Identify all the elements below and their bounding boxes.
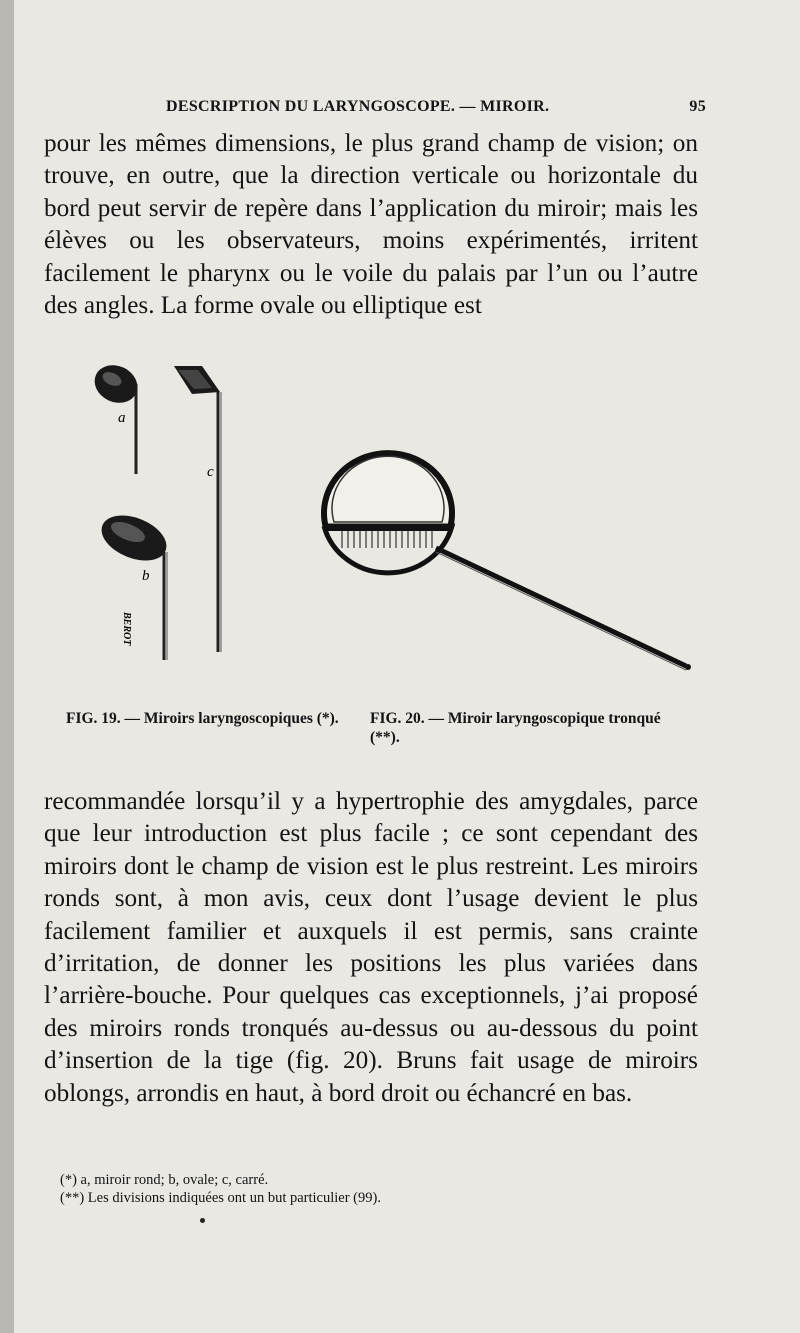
- label-a: a: [118, 410, 126, 426]
- running-header: [166, 98, 706, 116]
- truncated-mirror-illustration: [324, 453, 691, 670]
- label-c: c: [207, 464, 214, 480]
- paragraph-bottom: recommandée lorsqu’il y a hypertrophie des amygdales, parce que leur introduction est plus facile ; ce sont cependant des miroirs dont le champ de vision est le plus restreint. Les miroirs ronds sont, à mon avis, ceux dont l’usage devient le plus facilement familier et auxquels il est permis, sans crainte d’irritation, de donner les positions les plus variées dans l’arrière-bouche. Pour quelques cas exceptionnels, j’ai proposé des miroirs ronds tronqués au-dessus ou au-dessous du point d’insertion de la tige (fig. 20). Bruns fait usage de miroirs oblongs, arrondis en haut, à bord droit ou échancré en bas.: [44, 788, 698, 1107]
- header-title: DESCRIPTION DU LARYNGOSCOPE. — MIROIR.: [166, 98, 550, 115]
- maker-stamp: BEROT: [121, 612, 132, 646]
- ink-dot: [200, 1218, 205, 1223]
- figure-illustrations: [74, 352, 714, 692]
- label-b: b: [142, 568, 150, 584]
- book-page: [14, 0, 800, 1333]
- mirror-c-illustration: [174, 366, 221, 652]
- footnotes: [60, 1171, 680, 1207]
- paragraph-top: pour les mêmes dimensions, le plus grand champ de vision; on trouve, en outre, que la direction verticale ou horizontale du bord peut servir de repère dans l’application du miroir; mais les élèves ou les observateurs, moins expérimentés, irritent facilement le pharynx ou le voile du palais par l’un ou l’autre des angles. La forme ovale ou elliptique est: [44, 130, 698, 320]
- footnote-2: (**) Les divisions indiquées ont un but particulier (99).: [60, 1190, 381, 1206]
- footnote-1: (*) a, miroir rond; b, ovale; c, carré.: [60, 1172, 269, 1188]
- figure-20-caption: FIG. 20. — Miroir laryngoscopique tronqué (**).: [370, 710, 661, 746]
- mirror-b-illustration: [95, 507, 173, 660]
- figure-19-caption: FIG. 19. — Miroirs laryngoscopiques (*).: [66, 710, 339, 727]
- page-number: 95: [689, 98, 706, 115]
- mirror-a-illustration: [88, 358, 143, 474]
- page-edge: [0, 0, 14, 1333]
